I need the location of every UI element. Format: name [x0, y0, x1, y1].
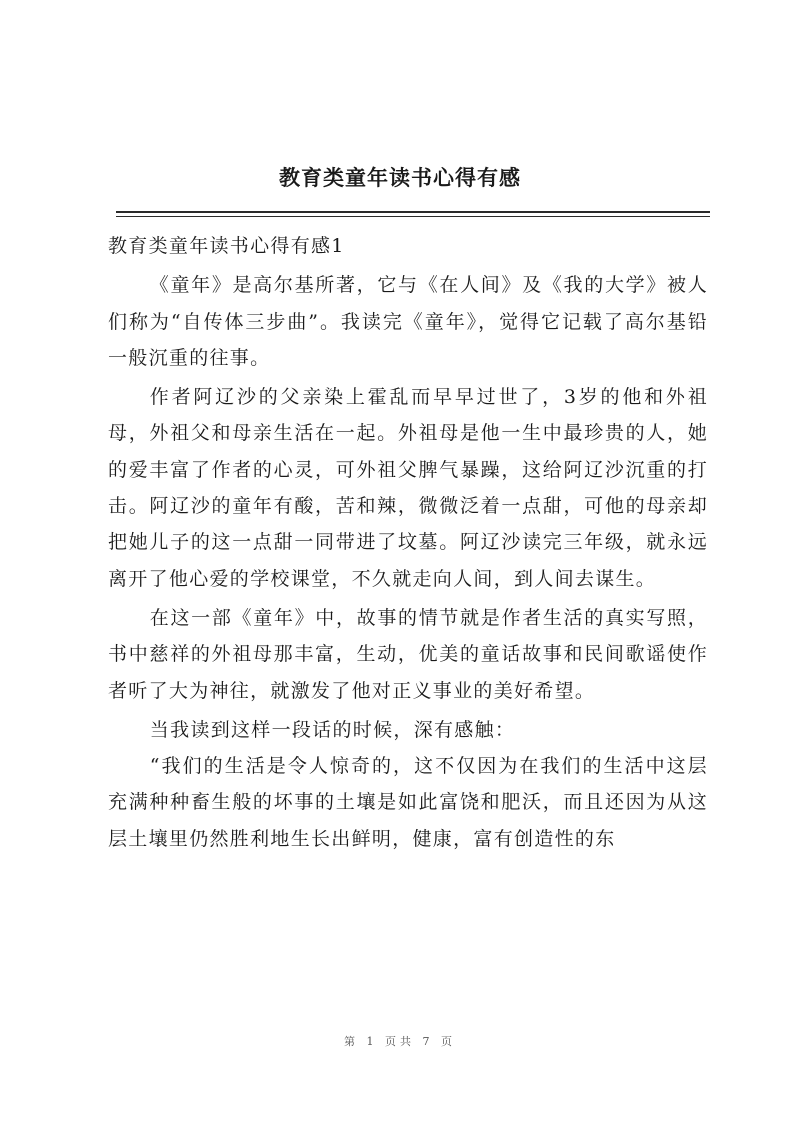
- document-body: [108, 228, 708, 857]
- paragraph-2: 作者阿辽沙的父亲染上霍乱而早早过世了，3岁的他和外祖母，外祖父和母亲生活在一起。外祖母是他一生中最珍贵的人，她的爱丰富了作者的心灵，可外祖父脾气暴躁，这给阿辽沙沉重的打击。阿辽沙的童年有酸，苦和辣，微微泛着一点甜，可他的母亲却把她儿子的这一点甜一同带进了坟墓。阿辽沙读完三年级，就永远离开了他心爱的学校课堂，不久就走向人间，到人间去谋生。: [108, 386, 708, 590]
- paragraph-5: “我们的生活是令人惊奇的，这不仅因为在我们的生活中这层充满种种畜生般的坏事的土壤是如此富饶和肥沃，而且还因为从这层土壤里仍然胜利地生长出鲜明，健康，富有创造性的东: [108, 755, 708, 850]
- paragraph-1: 《童年》是高尔基所著，它与《在人间》及《我的大学》被人们称为“自传体三步曲”。我读完《童年》，觉得它记载了高尔基铅一般沉重的往事。: [108, 274, 708, 369]
- document-title: 教育类童年读书心得有感: [279, 166, 521, 190]
- title-divider-thin: [116, 216, 710, 217]
- title-divider-thick: [116, 211, 710, 213]
- section-heading: 教育类童年读书心得有感1: [108, 235, 345, 257]
- paragraph-3: 在这一部《童年》中，故事的情节就是作者生活的真实写照，书中慈祥的外祖母那丰富，生动，优美的童话故事和民间歌谣使作者听了大为神往，就激发了他对正义事业的美好希望。: [108, 606, 708, 702]
- page-footer: 第 1 页共 7 页: [344, 1035, 456, 1048]
- paragraph-4: 当我读到这样一段话的时候，深有感触：: [149, 718, 516, 741]
